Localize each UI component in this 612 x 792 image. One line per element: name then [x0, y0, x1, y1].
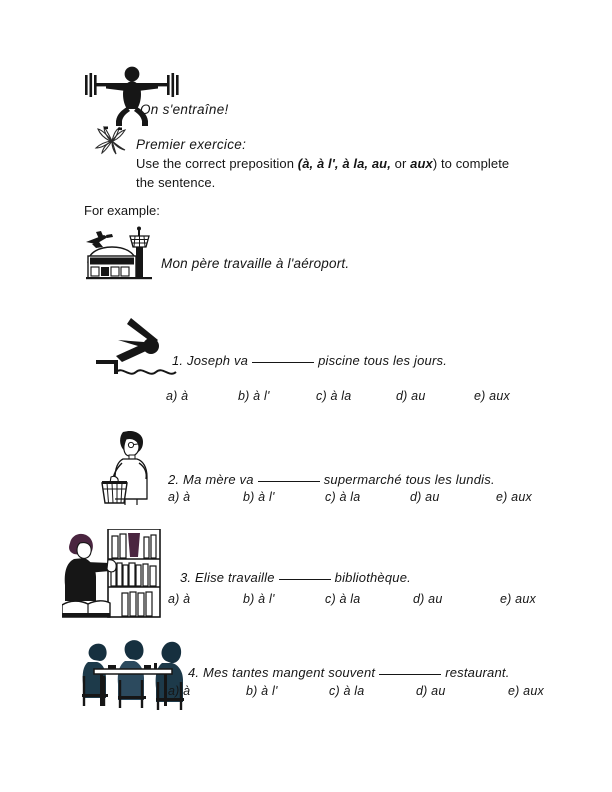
question-2-sentence [168, 470, 495, 487]
question-1-sentence [172, 351, 447, 368]
instruction-prefix: Use the correct preposition [136, 156, 298, 171]
exercise-subtitle: Premier exercice: [136, 137, 247, 152]
question-4-blank[interactable] [379, 663, 441, 675]
question-4-option-e[interactable]: e) aux [508, 684, 544, 698]
question-4-option-a[interactable]: a) à [168, 684, 191, 698]
question-2-option-e[interactable]: e) aux [496, 490, 532, 504]
question-2-option-a[interactable]: a) à [168, 490, 191, 504]
question-3-option-a[interactable]: a) à [168, 592, 191, 606]
question-3-sentence [180, 568, 411, 585]
question-3-option-c[interactable]: c) à la [325, 592, 361, 606]
question-1-option-b[interactable]: b) à l' [238, 389, 270, 403]
question-1-text-after: piscine tous les jours. [318, 353, 448, 368]
question-3-option-b[interactable]: b) à l' [243, 592, 275, 606]
question-1-option-d[interactable]: d) au [396, 389, 426, 403]
woman-shopping-basket-icon [101, 429, 159, 505]
question-4-option-b[interactable]: b) à l' [246, 684, 278, 698]
question-4-text-after: restaurant. [445, 665, 510, 680]
question-1-option-c[interactable]: c) à la [316, 389, 352, 403]
instruction-or: or [394, 156, 411, 171]
instruction-suffix: ) to complete [432, 156, 510, 171]
question-1-text-before: 1. Joseph va [172, 353, 249, 368]
question-1-option-e[interactable]: e) aux [474, 389, 510, 403]
question-4-option-c[interactable]: c) à la [329, 684, 365, 698]
instruction-line-2: the sentence. [136, 175, 216, 190]
diver-swimmer-icon [96, 318, 188, 380]
question-3-text-before: 3. Elise travaille [180, 570, 275, 585]
question-4-option-d[interactable]: d) au [416, 684, 446, 698]
question-3-option-e[interactable]: e) aux [500, 592, 536, 606]
instruction-prepositions: (à, à l', à la, au, [297, 156, 395, 171]
instruction-line-1 [136, 156, 509, 171]
question-2-option-b[interactable]: b) à l' [243, 490, 275, 504]
example-sentence: Mon père travaille à l'aéroport. [161, 256, 350, 271]
airport-icon [82, 226, 160, 282]
sparkle-burst-icon [90, 126, 134, 156]
instruction-preposition-aux: aux [410, 156, 433, 171]
question-1-blank[interactable] [252, 351, 314, 363]
page-title: On s'entraîne! [140, 102, 229, 117]
question-3-text-after: bibliothèque. [334, 570, 411, 585]
question-3-blank[interactable] [279, 568, 331, 580]
question-2-blank[interactable] [258, 470, 320, 482]
question-2-text-after: supermarché tous les lundis. [323, 472, 495, 487]
question-2-option-c[interactable]: c) à la [325, 490, 361, 504]
question-3-option-d[interactable]: d) au [413, 592, 443, 606]
question-4-sentence [188, 663, 510, 680]
question-2-text-before: 2. Ma mère va [168, 472, 254, 487]
for-example-label: For example: [84, 203, 160, 218]
question-2-option-d[interactable]: d) au [410, 490, 440, 504]
question-1-option-a[interactable]: a) à [166, 389, 189, 403]
library-bookshelf-icon [62, 529, 162, 619]
restaurant-table-icon [82, 636, 190, 712]
question-4-text-before: 4. Mes tantes mangent souvent [188, 665, 376, 680]
